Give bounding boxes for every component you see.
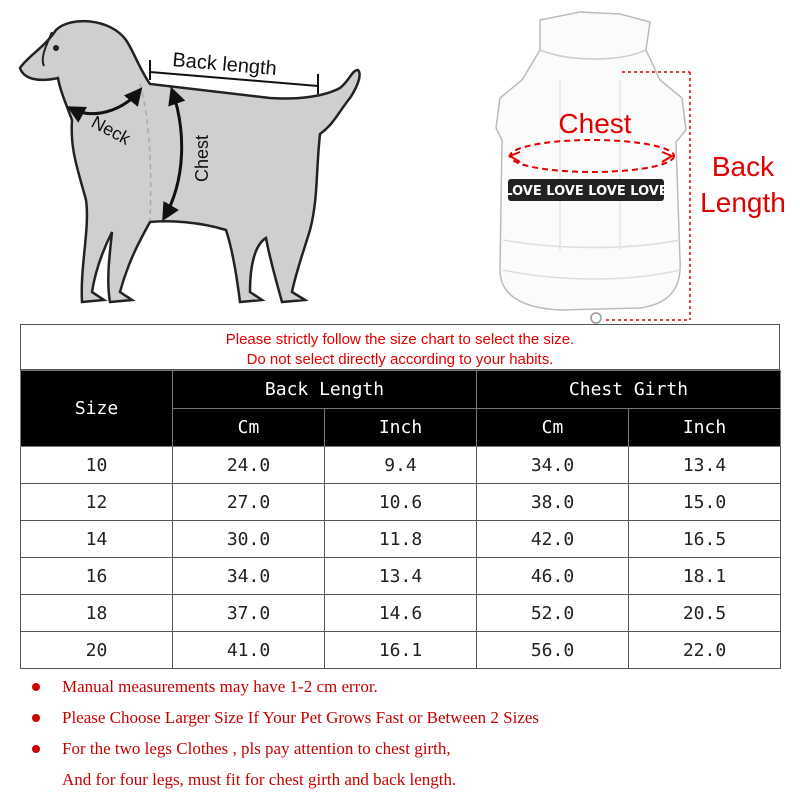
cell-back-inch: 9.4 xyxy=(325,447,477,484)
table-row xyxy=(21,521,781,558)
table-row xyxy=(21,632,781,669)
cell-back-inch: 16.1 xyxy=(325,632,477,669)
header-chest-inch: Inch xyxy=(629,409,781,447)
cell-size: 14 xyxy=(21,521,173,558)
coat-back-label: Back xyxy=(711,151,775,182)
cell-chest-cm: 38.0 xyxy=(477,484,629,521)
cell-chest-inch: 16.5 xyxy=(629,521,781,558)
size-chart-table xyxy=(20,370,781,669)
note-item xyxy=(30,738,790,769)
header-back-cm: Cm xyxy=(173,409,325,447)
cell-back-inch: 10.6 xyxy=(325,484,477,521)
cell-chest-cm: 56.0 xyxy=(477,632,629,669)
header-chest-girth: Chest Girth xyxy=(477,371,781,409)
table-row xyxy=(21,595,781,632)
cell-back-cm: 37.0 xyxy=(173,595,325,632)
cell-chest-cm: 46.0 xyxy=(477,558,629,595)
cell-back-cm: 41.0 xyxy=(173,632,325,669)
cell-back-inch: 11.8 xyxy=(325,521,477,558)
cell-size: 18 xyxy=(21,595,173,632)
cell-back-inch: 13.4 xyxy=(325,558,477,595)
cell-back-cm: 34.0 xyxy=(173,558,325,595)
cell-chest-cm: 52.0 xyxy=(477,595,629,632)
coat-length-label: Length xyxy=(700,187,786,218)
header-back-length: Back Length xyxy=(173,371,477,409)
bullet-dot-icon xyxy=(32,714,40,722)
cell-chest-cm: 34.0 xyxy=(477,447,629,484)
note-item-continued xyxy=(30,769,790,800)
bullet-dot-icon xyxy=(32,683,40,691)
cell-chest-inch: 15.0 xyxy=(629,484,781,521)
note-item xyxy=(30,676,790,707)
cell-size: 10 xyxy=(21,447,173,484)
note-text: Please Choose Larger Size If Your Pet Grows Fast or Between 2 Sizes xyxy=(62,708,540,727)
table-row xyxy=(21,484,781,521)
note-text: For the two legs Clothes , pls pay attention to chest girth, xyxy=(62,739,451,758)
notice-line-1: Please strictly follow the size chart to select the size. xyxy=(225,331,575,348)
cell-chest-inch: 22.0 xyxy=(629,632,781,669)
cell-chest-inch: 13.4 xyxy=(629,447,781,484)
header-back-inch: Inch xyxy=(325,409,477,447)
dog-chest-label: Chest xyxy=(192,134,212,182)
header-chest-cm: Cm xyxy=(477,409,629,447)
note-text: And for four legs, must fit for chest girth and back length. xyxy=(62,770,457,789)
cell-size: 16 xyxy=(21,558,173,595)
coat-chest-label: Chest xyxy=(558,108,632,139)
cell-chest-inch: 20.5 xyxy=(629,595,781,632)
white-coat-image xyxy=(496,12,686,323)
notice-line-2: Do not select directly according to your habits. xyxy=(246,351,554,368)
cell-size: 12 xyxy=(21,484,173,521)
note-item xyxy=(30,707,790,738)
measurement-illustration xyxy=(0,0,800,325)
cell-chest-inch: 18.1 xyxy=(629,558,781,595)
cell-back-cm: 27.0 xyxy=(173,484,325,521)
dog-neck-label: Neck xyxy=(88,111,134,149)
size-notice-box xyxy=(20,324,780,370)
notes-list xyxy=(30,676,790,800)
table-row xyxy=(21,558,781,595)
bullet-dot-icon xyxy=(32,745,40,753)
cell-size: 20 xyxy=(21,632,173,669)
cell-chest-cm: 42.0 xyxy=(477,521,629,558)
header-size: Size xyxy=(21,371,173,447)
dog-back-length-label: Back length xyxy=(171,49,278,81)
cell-back-inch: 14.6 xyxy=(325,595,477,632)
table-row xyxy=(21,447,781,484)
cell-back-cm: 24.0 xyxy=(173,447,325,484)
note-text: Manual measurements may have 1-2 cm error. xyxy=(62,677,378,696)
coat-belt-text: LOVE LOVE LOVE LOVE xyxy=(504,184,668,199)
cell-back-cm: 30.0 xyxy=(173,521,325,558)
